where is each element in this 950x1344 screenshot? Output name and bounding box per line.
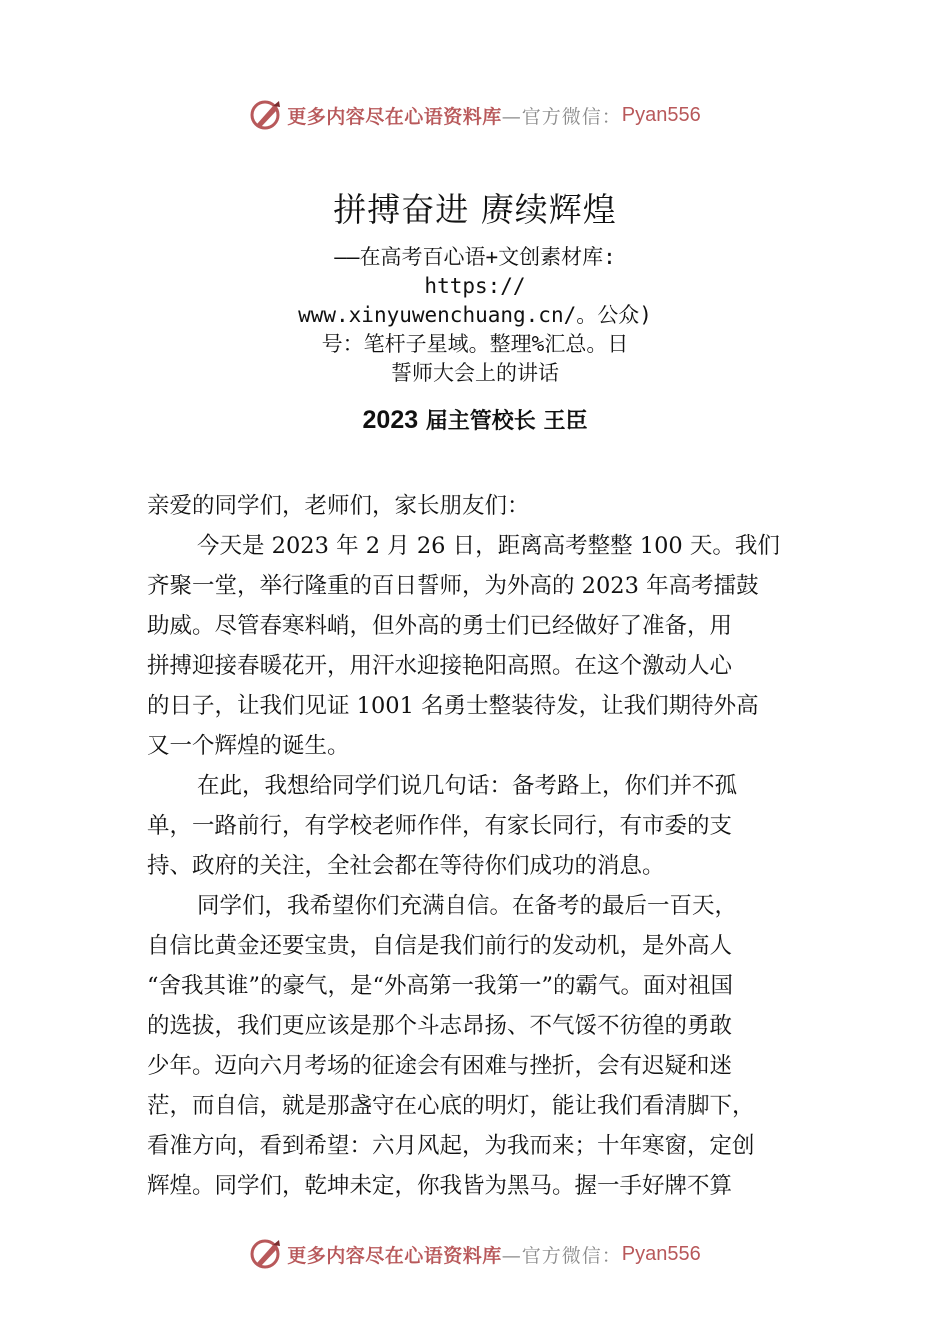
- byline-year: 2023: [362, 406, 419, 434]
- body-line: 的选拔，我们更应该是那个斗志昂扬、不气馁不彷徨的勇敢: [147, 1013, 733, 1039]
- banner-account: Pyan556: [621, 103, 701, 126]
- body-line: 的日子，让我们见证 1001 名勇士整装待发，让我们期待外高: [147, 693, 759, 719]
- body-line: 茫，而自信，就是那盏守在心底的明灯，能让我们看清脚下，: [147, 1093, 755, 1119]
- body-line: 同学们，我希望你们充满自信。在备考的最后一百天，: [197, 893, 738, 919]
- body-line: 辉煌。同学们，乾坤未定，你我皆为黑马。握一手好牌不算: [147, 1173, 733, 1199]
- body-line: 拼搏迎接春暖花开，用汗水迎接艳阳高照。在这个激动人心: [147, 653, 733, 679]
- body-line: 齐聚一堂，举行隆重的百日誓师，为外高的 2023 年高考擂鼓: [147, 573, 759, 599]
- subtitle-line: www.xinyuwenchuang.cn/。公众): [298, 303, 652, 327]
- byline-author: 届主管校长 王臣: [418, 408, 588, 434]
- pen-logo-icon: [249, 98, 283, 132]
- body-line: 在此，我想给同学们说几句话：备考路上，你们并不孤: [197, 773, 738, 799]
- body-line: 今天是 2023 年 2 月 26 日，距离高考整整 100 天。我们: [197, 533, 780, 559]
- body-line: 单，一路前行，有学校老师作伴，有家长同行，有市委的支: [147, 813, 733, 839]
- subtitle-line: https://: [424, 274, 526, 298]
- body-line: 少年。迈向六月考场的征途会有困难与挫折，会有迟疑和迷: [147, 1053, 733, 1079]
- header-banner: [0, 95, 950, 135]
- banner-text: 更多内容尽在心语资料库: [287, 1244, 502, 1267]
- body-line: 持、政府的关注，全社会都在等待你们成功的消息。: [147, 853, 665, 879]
- subtitle-line: ——在高考百心语+文创素材库:: [334, 245, 616, 269]
- banner-account: Pyan556: [621, 1242, 701, 1265]
- author-byline: [0, 404, 950, 435]
- document-body: [147, 486, 815, 1206]
- footer-banner: [0, 1234, 950, 1274]
- subtitle-line: 号：笔杆子星域。整理%汇总。日: [321, 332, 629, 356]
- body-line: 又一个辉煌的诞生。: [147, 733, 350, 759]
- banner-separator: —官方微信：: [501, 105, 622, 128]
- body-line: “舍我其谁”的豪气，是“外高第一我第一”的霸气。面对祖国: [147, 973, 734, 999]
- pen-logo-icon: [249, 1237, 283, 1271]
- body-line: 助威。尽管春寒料峭，但外高的勇士们已经做好了准备，用: [147, 613, 733, 639]
- document-title: 拼搏奋进 赓续辉煌: [333, 190, 617, 229]
- document-subtitle: [0, 243, 950, 388]
- banner-text: 更多内容尽在心语资料库: [287, 105, 502, 128]
- body-line: 自信比黄金还要宝贵，自信是我们前行的发动机，是外高人: [147, 933, 733, 959]
- body-line: 看准方向，看到希望：六月风起，为我而来；十年寒窗，定创: [147, 1133, 755, 1159]
- banner-separator: —官方微信：: [501, 1244, 622, 1267]
- subtitle-line: 誓师大会上的讲话: [391, 361, 559, 385]
- body-line: 亲爱的同学们，老师们，家长朋友们：: [147, 493, 530, 519]
